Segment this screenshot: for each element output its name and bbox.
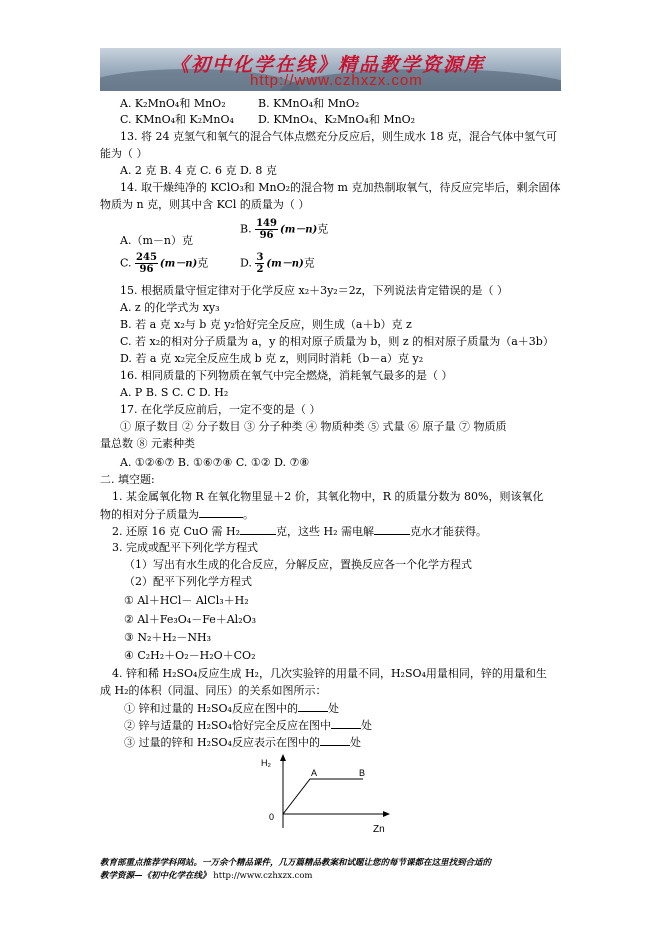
fraction-denominator: 2 [256, 264, 264, 275]
unit: 克 [303, 256, 315, 270]
text: 2. 还原 16 克 CuO 需 H₂ [112, 525, 240, 538]
equation-4: ④ C₂H₂＋O₂－H₂O＋CO₂ [124, 649, 256, 662]
text: 处 [349, 736, 361, 749]
footer-link[interactable]: http://www.czhxzx.com [213, 871, 313, 881]
text: 克，这些 H₂ 需电解 [276, 525, 374, 538]
q17-stem: 17. 在化学反应前后，一定不变的是（ ） [120, 403, 321, 416]
q17-items-cont: 量总数 ⑧ 元素种类 [100, 437, 195, 450]
equation-3: ③ N₂＋H₂－NH₃ [124, 631, 212, 644]
fraction-numerator: 3 [256, 252, 264, 263]
page-footer [100, 857, 570, 883]
option-label: C. [120, 256, 132, 270]
fraction [135, 252, 158, 275]
answer-blank[interactable] [199, 507, 243, 518]
fill-q4-cont: 成 H₂的体积（同温、同压）的关系如图所示： [100, 684, 327, 697]
q16-options: A. P B. S C. C D. H₂ [120, 386, 229, 399]
q15-option-c: C. 若 x₂的相对分子质量为 a，y 的相对原子质量为 b，则 z 的相对原子质量为（a＋3b） [120, 335, 554, 348]
equation-1: ① Al＋HCl－ AlCl₃＋H₂ [124, 594, 249, 607]
expression: (m－n) [159, 258, 198, 270]
answer-blank[interactable] [374, 524, 410, 535]
q15-option-b: B. 若 a 克 x₂与 b 克 y₂恰好完全反应，则生成（a＋b）克 z [120, 318, 412, 331]
q17-items: ① 原子数目 ② 分子数目 ③ 分子种类 ④ 物质种类 ⑤ 式量 ⑥ 原子量 ⑦ 物质质 [120, 420, 507, 433]
text: 处 [360, 719, 372, 732]
banner-title: 《初中化学在线》精品教学资源库 [170, 54, 486, 76]
fill-q3-part1: （1）写出有水生成的化合反应，分解反应，置换反应各一个化学方程式 [124, 558, 472, 571]
x-axis-label: Zn [373, 824, 385, 835]
origin-label: 0 [269, 812, 275, 822]
footer-text: 教学资源—《初中化学在线》 [100, 871, 211, 881]
text: 处 [327, 702, 339, 715]
q12-option-c: C. KMnO₄和 K₂MnO₄ [120, 113, 234, 126]
equation-2: ② Al＋Fe₃O₄－Fe＋Al₂O₃ [124, 613, 257, 626]
fraction-numerator: 245 [136, 252, 157, 263]
text: ① 锌和过量的 H₂SO₄反应在图中的 [124, 702, 298, 715]
fraction-numerator: 149 [256, 218, 277, 229]
q12-option-d: D. KMnO₄、K₂MnO₄和 MnO₂ [258, 113, 416, 126]
q15-stem: 15. 根据质量守恒定律对于化学反应 x₂＋3y₂＝2z，下列说法肯定错误的是（ ） [120, 284, 509, 297]
h2-curve [283, 779, 363, 814]
q12-option-b: B. KMnO₄和 MnO₂ [258, 97, 360, 110]
answer-blank[interactable] [331, 718, 361, 729]
text: 克水才能获得。 [410, 525, 487, 538]
fill-q4-item1 [124, 701, 339, 716]
expression: (m－n) [266, 258, 304, 270]
text: 物的相对分子质量为 [100, 508, 199, 521]
footer-line [100, 870, 570, 883]
point-a-label: A [311, 768, 318, 778]
q15-option-d: D. 若 a 克 x₂完全反应生成 b 克 z，则同时消耗（b－a）克 y₂ [120, 352, 424, 365]
expression: (m－n) [279, 224, 318, 236]
text: ③ 过量的锌和 H₂SO₄反应表示在图中的 [124, 736, 320, 749]
fill-q3-part2: （2）配平下列化学方程式 [124, 575, 252, 588]
q17-options: A. ①②⑥⑦ B. ①⑥⑦⑧ C. ①② D. ⑦⑧ [120, 456, 310, 469]
fraction-denominator: 96 [259, 230, 274, 241]
fill-q3: 3. 完成或配平下列化学方程式 [112, 541, 258, 554]
y-axis-arrow [280, 754, 286, 761]
q16-stem: 16. 相同质量的下列物质在氧气中完全燃烧，消耗氧气最多的是（ ） [120, 369, 453, 382]
fill-q1: 1. 某金属氧化物 R 在氧化物里显＋2 价，其氧化物中，R 的质量分数为 80%，则该氧化 [112, 490, 544, 503]
q14-option-c [120, 252, 208, 275]
answer-blank[interactable] [298, 701, 328, 712]
unit: 克 [317, 222, 329, 236]
q13-options: A. 2 克 B. 4 克 C. 6 克 D. 8 克 [120, 164, 277, 177]
q14-option-d [240, 252, 315, 275]
answer-blank[interactable] [240, 524, 276, 535]
fraction [255, 252, 264, 275]
option-label: D. [240, 256, 252, 270]
q15-option-a: A. z 的化学式为 xy₃ [120, 301, 220, 314]
text: 。 [243, 508, 254, 521]
text: ② 锌与适量的 H₂SO₄恰好完全反应在图中 [124, 719, 331, 732]
fill-q4-item2 [124, 718, 372, 733]
q12-option-a: A. K₂MnO₄和 MnO₂ [120, 97, 226, 110]
q14-stem-cont: 物质为 n 克，则其中含 KCl 的质量为（ ） [100, 198, 310, 211]
fraction-denominator: 96 [139, 264, 154, 275]
point-b-label: B [359, 768, 366, 778]
q13-stem-cont: 能为（ ） [100, 147, 148, 160]
fill-q4-item3 [124, 735, 361, 750]
banner-url[interactable]: http://www.czhxzx.com [250, 72, 423, 89]
fill-q4: 4. 锌和稀 H₂SO₄反应生成 H₂，几次实验锌的用量不同，H₂SO₄用量相同，锌的用量和生 [112, 667, 547, 680]
footer-line: 教育部重点推荐学科网站。一万余个精品课件，几万篇精品教案和试题让您的每节课都在这里找到合适的 [100, 858, 492, 868]
q14-stem: 14. 取干燥纯净的 KClO₃和 MnO₂的混合物 m 克加热制取氧气，待反应完毕后，剩余固体 [120, 181, 561, 194]
q14-option-a: A.（m－n）克 [120, 234, 193, 247]
q13-stem: 13. 将 24 克氢气和氧气的混合气体点燃充分反应后，则生成水 18 克，混合气体中氢气可 [120, 130, 557, 143]
fill-q1-cont [100, 507, 254, 522]
zn-h2-graph [255, 750, 405, 840]
section-heading: 二. 填空题: [100, 473, 155, 486]
answer-blank[interactable] [320, 735, 350, 746]
q14-option-b [240, 218, 328, 241]
unit: 克 [197, 256, 209, 270]
y-axis-label: H₂ [261, 758, 271, 768]
x-axis-arrow [383, 811, 390, 817]
fraction [255, 218, 278, 241]
option-label: B. [240, 222, 252, 236]
fill-q2 [112, 524, 487, 539]
